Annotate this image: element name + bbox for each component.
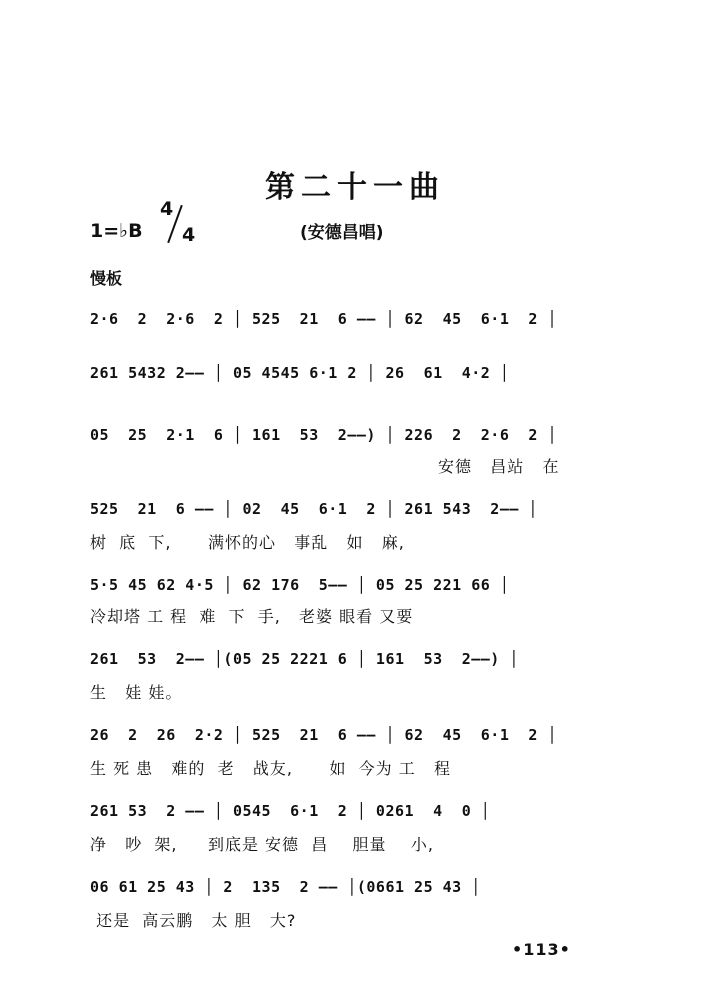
notation-text: 05 25 2·1 6 │ 161 53 2——) │ 226 2 2·6 2 │: [90, 426, 558, 444]
lyric-line: 还是 高云鹏 太 胆 大?: [90, 911, 297, 930]
key-signature: 1=♭B: [90, 220, 143, 242]
notation-line: [90, 712, 615, 756]
notation-line: [90, 636, 615, 680]
lyric-line: 树 底 下, 满怀的心 事乱 如 麻,: [90, 533, 405, 552]
notation-text: 5·5 45 62 4·5 │ 62 176 5—— │ 05 25 221 66 │: [90, 576, 510, 594]
lyric-line: 生 娃 娃。: [90, 683, 183, 702]
time-signature: [160, 198, 200, 250]
notation-text: 261 5432 2—— │ 05 4545 6·1 2 │ 26 61 4·2 │: [90, 364, 510, 382]
singer-credit: (安德昌唱): [300, 223, 384, 243]
page-number: •113•: [512, 940, 571, 959]
notation-text: 26 2 26 2·2 │ 525 21 6 —— │ 62 45 6·1 2 │: [90, 726, 558, 744]
page-title: 第二十一曲: [265, 170, 445, 205]
notation-text: 261 53 2 —— │ 0545 6·1 2 │ 0261 4 0 │: [90, 802, 491, 820]
notation-line: [90, 864, 615, 908]
notation-line: [90, 350, 615, 394]
lyric-line: 安德 昌站 在: [438, 457, 560, 476]
lyric-line: 冷却塔 工 程 难 下 手, 老婆 眼看 又要: [90, 607, 414, 626]
notation-text: 525 21 6 —— │ 02 45 6·1 2 │ 261 543 2—— │: [90, 500, 538, 518]
notation-text: 261 53 2—— │(05 25 2221 6 │ 161 53 2——) │: [90, 650, 519, 668]
time-signature-numerator: 4: [160, 198, 174, 220]
notation-line: [90, 562, 615, 606]
notation-line: [90, 486, 615, 530]
tempo-marking: 慢板: [90, 269, 123, 288]
notation-line: [90, 412, 615, 456]
notation-text: 2·6 2 2·6 2 │ 525 21 6 —— │ 62 45 6·1 2 │: [90, 310, 558, 328]
lyric-line: 净 吵 架, 到底是 安德 昌 胆量 小,: [90, 835, 434, 854]
notation-text: 06 61 25 43 │ 2 135 2 —— │(0661 25 43 │: [90, 878, 481, 896]
notation-line: [90, 296, 615, 340]
lyric-line: 生 死 患 难的 老 战友, 如 今为 工 程: [90, 759, 451, 778]
notation-line: [90, 788, 615, 832]
time-signature-denominator: 4: [182, 224, 196, 246]
